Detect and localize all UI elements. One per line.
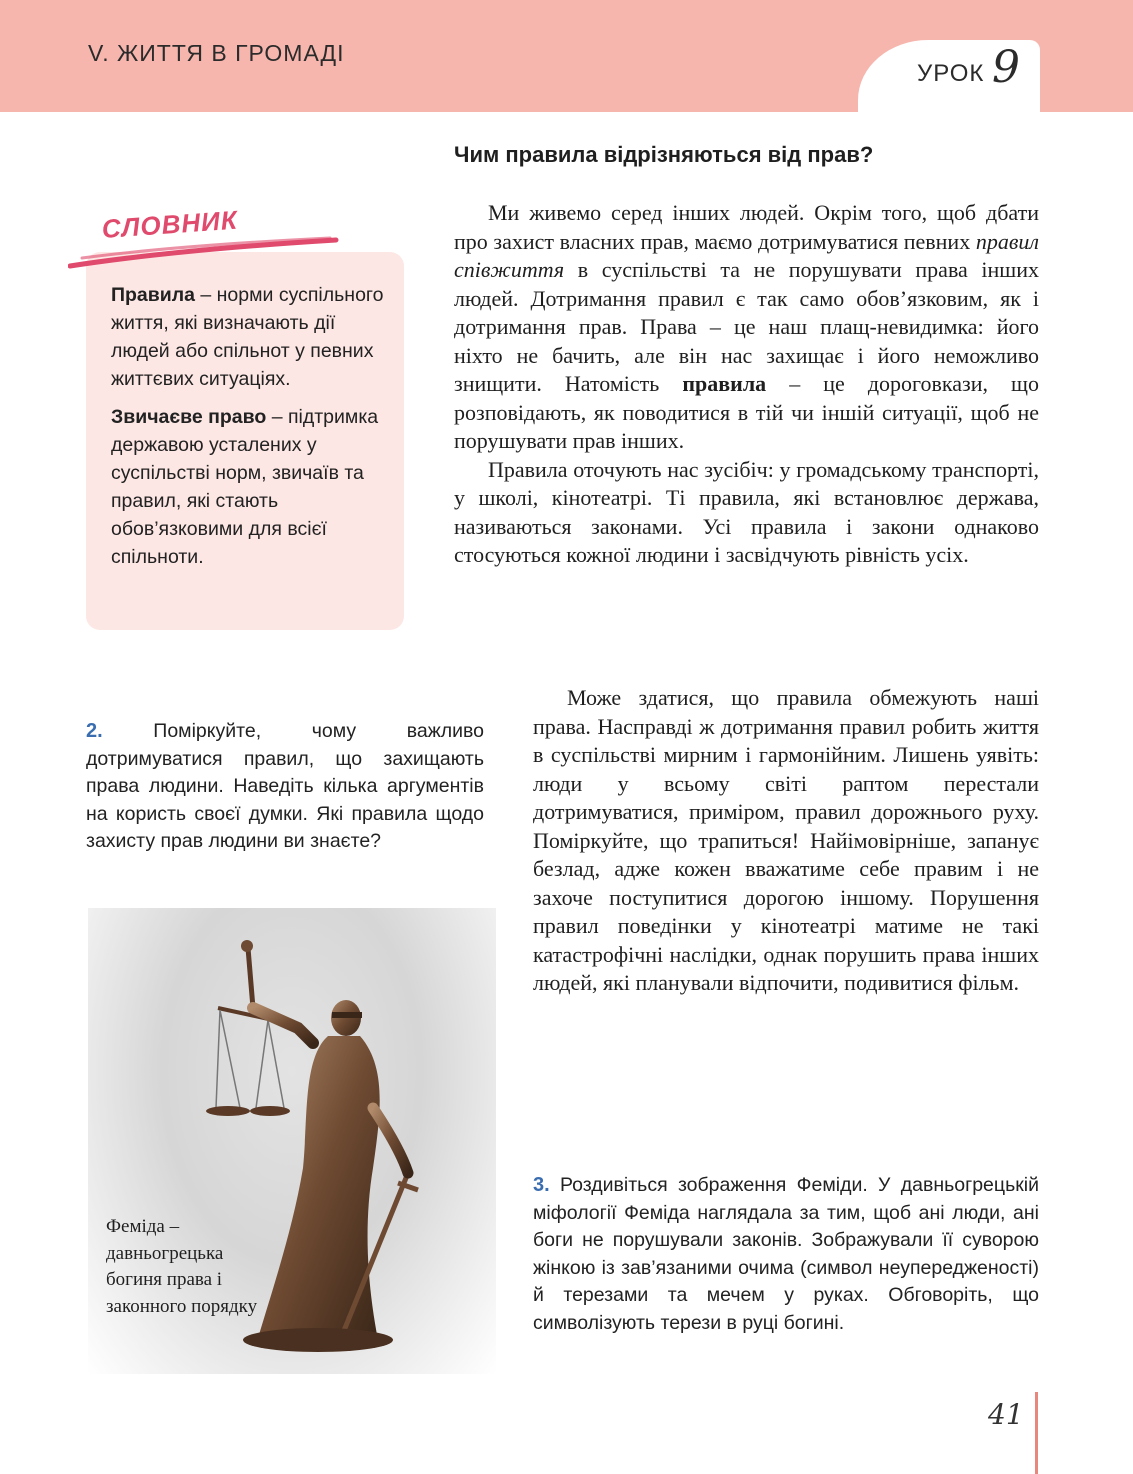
glossary-term: Звичаєве право	[111, 406, 267, 428]
bold-text: правила	[682, 371, 767, 396]
text-run: – це дороговкази, що розповідають, як поводитися в тій чи іншій ситуації, щоб не порушувати прав інших.	[454, 371, 1039, 453]
glossary-entry	[111, 281, 397, 393]
glossary-entry	[111, 403, 397, 571]
text-run: в суспільстві та не порушувати права інших людей. Дотримання правил є так само обов’язковим, як і дотримання прав. Права – це наш плащ-невидимка: його ніхто не бачить, але він нас захищає і його неможливо знищити. Натомість	[454, 257, 1039, 396]
section-title: V. ЖИТТЯ В ГРОМАДІ	[88, 40, 345, 66]
page-number: 41	[988, 1398, 1024, 1431]
glossary-term: Правила	[111, 284, 195, 306]
task-number: 2.	[86, 720, 103, 742]
image-caption: Феміда – давньогрецька богиня права і законного порядку	[106, 1216, 258, 1317]
paragraph: Правила оточують нас зусібіч: у громадському транспорті, у школі, кінотеатрі. Ті правила, які встановлює держава, називаються законами. Усі правила і закони однаково стосуються кожної людини і засвідчують рівність усіх.	[454, 456, 1039, 567]
text-run: Ми живемо серед інших людей. Окрім того, щоб дбати про захист власних прав, маємо дотримуватися певних	[454, 200, 1039, 254]
task-text: Роздивіться зображення Феміди. У давньогрецькій міфології Феміда наглядала за тим, щоб ані люди, ані боги не порушували законів. Зображували її суворою жінкою із зав’язаними очима (символ неупередженості) й терезами та мечем у руках. Обговоріть, що символізують терези в руці богині.	[533, 1174, 1039, 1334]
glossary-entries	[111, 281, 397, 581]
lesson-label: УРОК	[917, 60, 985, 87]
task-text: Поміркуйте, чому важливо дотримуватися правил, що захищають права людини. Наведіть кілька аргументів на користь своєї думки. Які правила щодо захисту прав людини ви знаєте?	[86, 720, 484, 852]
main-text-continued	[533, 684, 1039, 998]
task-2	[86, 718, 484, 856]
glossary-definition: – підтримка державою усталених у суспільстві норм, звичаїв та правил, які стають обов’язковими для всієї спільноти.	[111, 406, 379, 568]
glossary-heading: СЛОВНИК	[100, 204, 239, 245]
emphasis-text: правил співжиття	[454, 228, 1039, 282]
main-text-column	[454, 199, 1039, 570]
page-number-bar	[1035, 1392, 1038, 1474]
lesson-number: 9	[992, 42, 1020, 93]
paragraph: Може здатися, що правила обмежують наші права. Насправді ж дотримання правил робить життя в суспільстві мирним і гармонійним. Лишень уявіть: люди у всьому світі раптом перестали дотримуватися, приміром, правил дорожнього руху. Поміркуйте, що трапиться! Найімовірніше, запанує безлад, адже кожен вважатиме себе правим і не захоче поступитися дорогою іншому. Порушення правил поведінки у кінотеатрі матиме не такі катастрофічні наслідки, однак порушить права інших людей, які планували відпочити, подивитися фільм.	[533, 685, 1039, 995]
task-3	[533, 1172, 1039, 1337]
glossary-definition: – норми суспільного життя, які визначають дії людей або спільнот у певних життєвих ситуаціях.	[111, 284, 384, 390]
task-number: 3.	[533, 1174, 550, 1196]
section-heading: Чим правила відрізняються від прав?	[454, 142, 874, 167]
paragraph	[454, 199, 1039, 456]
